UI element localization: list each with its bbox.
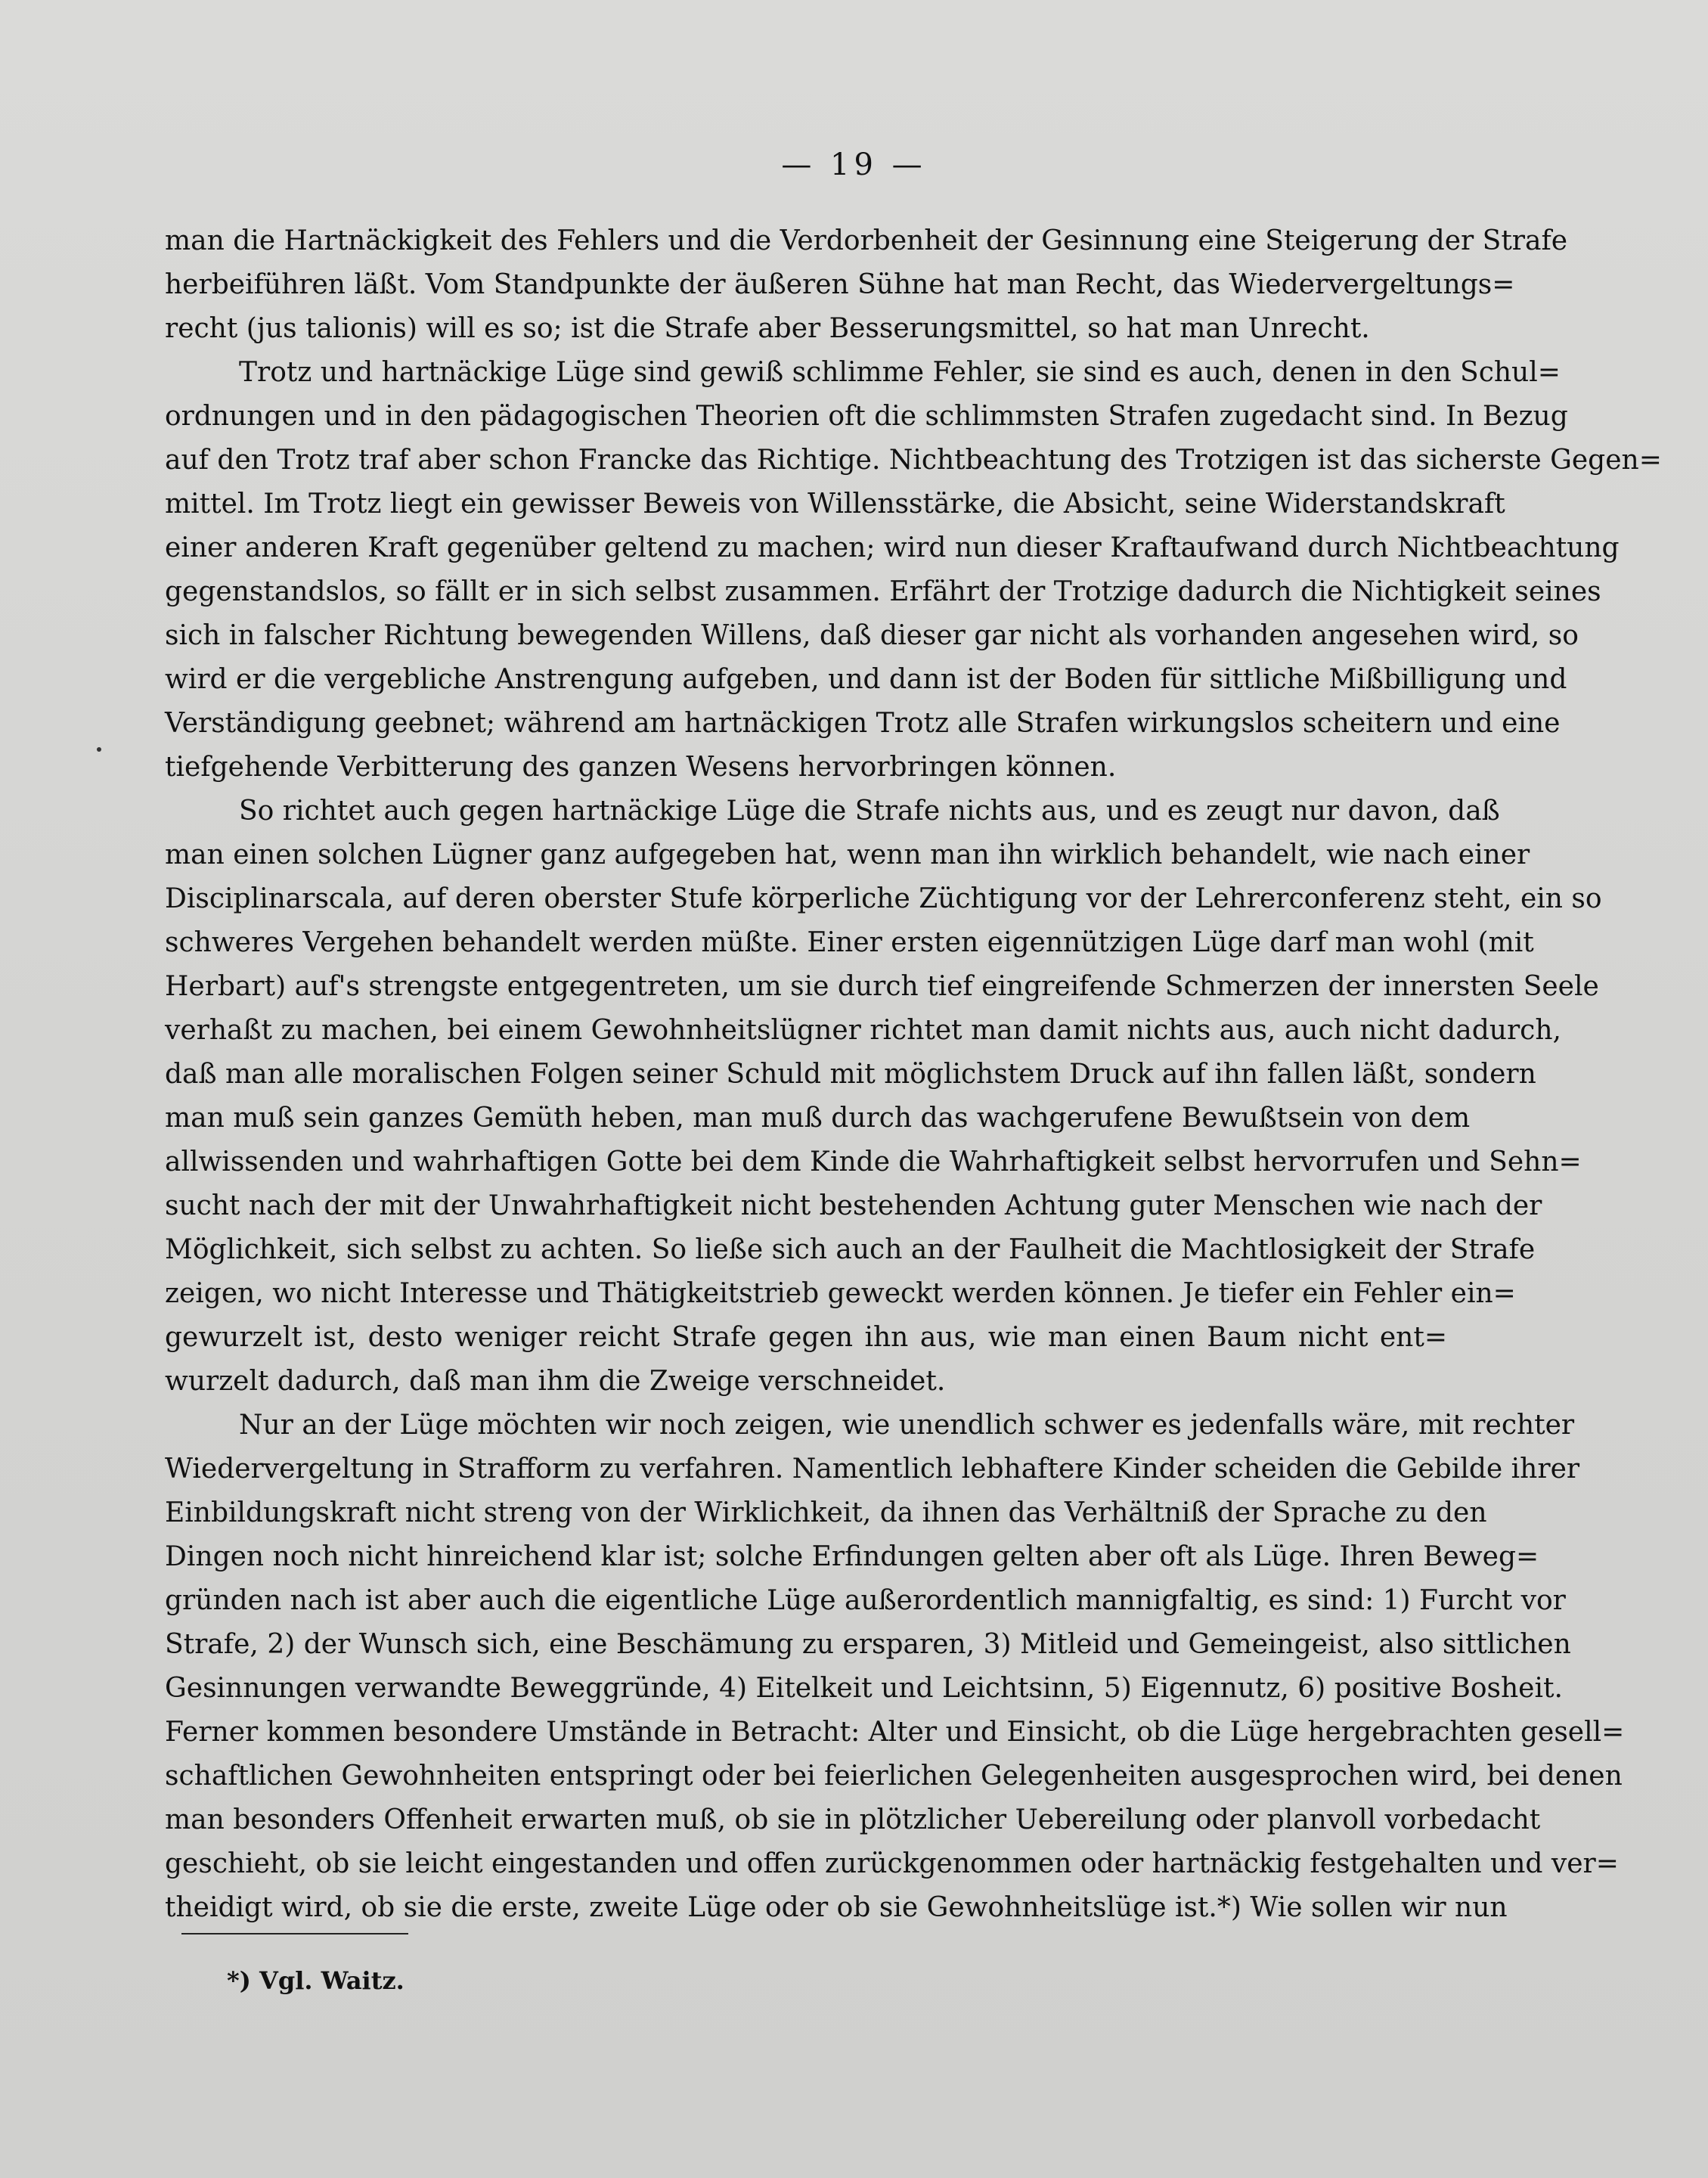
text-line: daß man alle moralischen Folgen seiner Schuld mit möglichstem Druck auf ihn fallen läßt, sondern bbox=[165, 1059, 1536, 1090]
text-line: man besonders Offenheit erwarten muß, ob sie in plötzlicher Uebereilung oder planvoll vorbedacht bbox=[165, 1804, 1541, 1835]
text-line: Einbildungskraft nicht streng von der Wirklichkeit, da ihnen das Verhältniß der Sprache zu den bbox=[165, 1497, 1487, 1528]
text-line: gründen nach ist aber auch die eigentliche Lüge außerordentlich mannigfaltig, es sind: 1) Furcht vor bbox=[165, 1585, 1566, 1616]
text-line: wird er die vergebliche Anstrengung aufgeben, und dann ist der Boden für sittliche Mißbilligung und bbox=[165, 664, 1567, 695]
text-line: verhaßt zu machen, bei einem Gewohnheitslügner richtet man damit nichts aus, auch nicht dadurch, bbox=[165, 1015, 1561, 1046]
text-line: zeigen, wo nicht Interesse und Thätigkeitstrieb geweckt werden können. Je tiefer ein Fehler ein= bbox=[165, 1278, 1516, 1309]
text-line: Herbart) auf's strengste entgegentreten, um sie durch tief eingreifende Schmerzen der innersten Seele bbox=[165, 971, 1599, 1002]
text-line: geschieht, ob sie leicht eingestanden und offen zurückgenommen oder hartnäckig festgehalten und ver= bbox=[165, 1848, 1619, 1879]
text-line: mittel. Im Trotz liegt ein gewisser Beweis von Willensstärke, die Absicht, seine Widerstandskraft bbox=[165, 489, 1505, 520]
text-line: recht (jus talionis) will es so; ist die Strafe aber Besserungsmittel, so hat man Unrecht. bbox=[165, 313, 1370, 344]
text-line: Disciplinarscala, auf deren oberster Stufe körperliche Züchtigung vor der Lehrerconferenz steht, ein so bbox=[165, 883, 1602, 914]
text-line: ordnungen und in den pädagogischen Theorien oft die schlimmsten Strafen zugedacht sind. In Bezug bbox=[165, 401, 1568, 432]
text-line: wurzelt dadurch, daß man ihm die Zweige verschneidet. bbox=[165, 1366, 946, 1397]
text-line: einer anderen Kraft gegenüber geltend zu machen; wird nun dieser Kraftaufwand durch Nichtbeachtung bbox=[165, 532, 1620, 563]
text-line: Ferner kommen besondere Umstände in Betracht: Alter und Einsicht, ob die Lüge hergebrachten gesell= bbox=[165, 1717, 1625, 1748]
page-number: — 19 — bbox=[781, 147, 927, 182]
text-line: So richtet auch gegen hartnäckige Lüge die Strafe nichts aus, und es zeugt nur davon, daß bbox=[239, 796, 1500, 827]
text-line: tiefgehende Verbitterung des ganzen Wesens hervorbringen können. bbox=[165, 752, 1117, 783]
footnote: *) Vgl. Waitz. bbox=[227, 1966, 405, 1995]
text-line: Gesinnungen verwandte Beweggründe, 4) Eitelkeit und Leichtsinn, 5) Eigennutz, 6) positive Bosheit. bbox=[165, 1673, 1563, 1704]
text-line: sucht nach der mit der Unwahrhaftigkeit nicht bestehenden Achtung guter Menschen wie nach der bbox=[165, 1190, 1542, 1221]
text-line: herbeiführen läßt. Vom Standpunkte der äußeren Sühne hat man Recht, das Wiedervergeltungs= bbox=[165, 269, 1515, 300]
text-line: gewurzelt ist, desto weniger reicht Strafe gegen ihn aus, wie man einen Baum nicht ent= bbox=[165, 1322, 1447, 1353]
text-line: Möglichkeit, sich selbst zu achten. So ließe sich auch an der Faulheit die Machtlosigkeit der Strafe bbox=[165, 1234, 1536, 1265]
text-line: auf den Trotz traf aber schon Francke das Richtige. Nichtbeachtung des Trotzigen ist das sicherste Gegen= bbox=[165, 445, 1662, 476]
text-line: Wiedervergeltung in Strafform zu verfahren. Namentlich lebhaftere Kinder scheiden die Gebilde ihrer bbox=[165, 1454, 1580, 1485]
text-line: schweres Vergehen behandelt werden müßte. Einer ersten eigennützigen Lüge darf man wohl (mit bbox=[165, 927, 1534, 958]
body-text bbox=[165, 219, 1662, 1930]
text-line: man muß sein ganzes Gemüth heben, man muß durch das wachgerufene Bewußtsein von dem bbox=[165, 1103, 1471, 1134]
footnote-divider bbox=[181, 1933, 408, 1934]
text-line: man einen solchen Lügner ganz aufgegeben hat, wenn man ihn wirklich behandelt, wie nach einer bbox=[165, 839, 1530, 870]
text-line: Trotz und hartnäckige Lüge sind gewiß schlimme Fehler, sie sind es auch, denen in den Schul= bbox=[239, 357, 1561, 388]
text-line: theidigt wird, ob sie die erste, zweite Lüge oder ob sie Gewohnheitslüge ist.*) Wie sollen wir nun bbox=[165, 1892, 1508, 1923]
text-line: Nur an der Lüge möchten wir noch zeigen, wie unendlich schwer es jedenfalls wäre, mit rechter bbox=[239, 1410, 1575, 1441]
text-line: man die Hartnäckigkeit des Fehlers und die Verdorbenheit der Gesinnung eine Steigerung der Strafe bbox=[165, 225, 1568, 256]
text-line: Strafe, 2) der Wunsch sich, eine Beschämung zu ersparen, 3) Mitleid und Gemeingeist, also sittlichen bbox=[165, 1629, 1571, 1660]
text-line: allwissenden und wahrhaftigen Gotte bei dem Kinde die Wahrhaftigkeit selbst hervorrufen und Sehn= bbox=[165, 1146, 1582, 1177]
text-line: sich in falscher Richtung bewegenden Willens, daß dieser gar nicht als vorhanden angesehen wird, so bbox=[165, 620, 1579, 651]
paper-speck bbox=[97, 747, 101, 752]
text-line: schaftlichen Gewohnheiten entspringt oder bei feierlichen Gelegenheiten ausgesprochen wird, bei denen bbox=[165, 1761, 1623, 1792]
text-line: Dingen noch nicht hinreichend klar ist; solche Erfindungen gelten aber oft als Lüge. Ihren Beweg= bbox=[165, 1541, 1539, 1572]
text-line: gegenstandslos, so fällt er in sich selbst zusammen. Erfährt der Trotzige dadurch die Nichtigkeit seines bbox=[165, 576, 1601, 607]
text-line: Verständigung geebnet; während am hartnäckigen Trotz alle Strafen wirkungslos scheitern und eine bbox=[165, 708, 1561, 739]
